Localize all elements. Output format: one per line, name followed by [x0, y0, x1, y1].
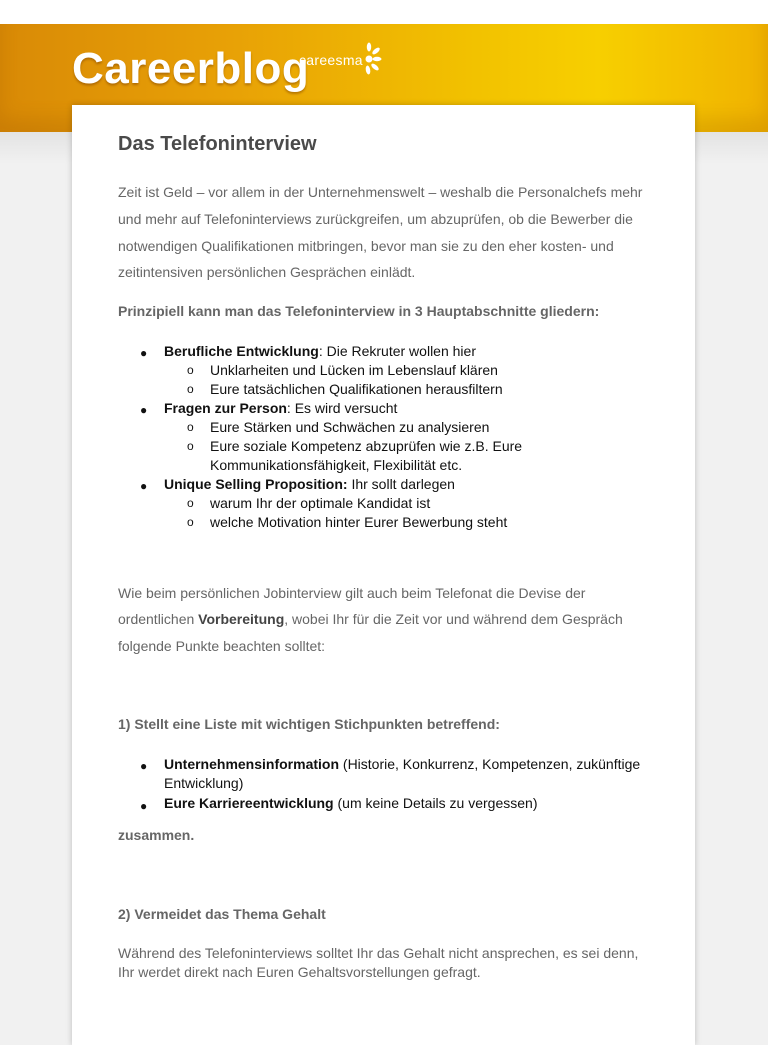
- sub-bullet-icon: o: [187, 382, 194, 396]
- list-item: [164, 476, 455, 492]
- point-1-closing: zusammen.: [118, 827, 195, 843]
- principle-heading: Prinzipiell kann man das Telefoninterview in 3 Hauptabschnitte gliedern:: [118, 303, 600, 319]
- list-item-text: : Es wird versucht: [286, 400, 398, 416]
- careesma-flower-icon: [356, 42, 382, 76]
- list-item-label: Berufliche Entwicklung: [164, 343, 319, 359]
- document-page: [72, 105, 695, 1045]
- list-item: [164, 795, 538, 811]
- point-2-line: Während des Telefoninterviews solltet Ihr das Gehalt nicht ansprechen, es sei denn,: [118, 945, 639, 961]
- sub-list-item: Eure Stärken und Schwächen zu analysieren: [210, 419, 490, 435]
- sub-list-item: welche Motivation hinter Eurer Bewerbung steht: [210, 514, 508, 530]
- intro-line: zeitintensiven persönlichen Gesprächen einlädt.: [118, 264, 416, 280]
- list-item-text: : Die Rekruter wollen hier: [318, 343, 476, 359]
- brand-logo[interactable]: Careerblog: [72, 44, 310, 93]
- prep-line: folgende Punkte beachten solltet:: [118, 638, 326, 654]
- sub-bullet-icon: o: [187, 496, 194, 510]
- point-2-line: Ihr werdet direkt nach Euren Gehaltsvorstellungen gefragt.: [118, 964, 481, 980]
- prep-line: [118, 611, 623, 627]
- list-item-text: Ihr sollt darlegen: [347, 476, 455, 492]
- list-item-continued: Entwicklung): [164, 775, 244, 791]
- sub-bullet-icon: o: [187, 515, 194, 529]
- list-item-label: Fragen zur Person: [164, 400, 287, 416]
- intro-line: notwendigen Qualifikationen mitbringen, bevor man sie zu den eher kosten- und: [118, 238, 614, 254]
- sub-bullet-icon: o: [187, 363, 194, 377]
- sub-bullet-icon: o: [187, 420, 194, 434]
- page-title: Das Telefoninterview: [118, 133, 317, 155]
- prep-text: ordentlichen: [118, 611, 199, 627]
- list-item-text: (um keine Details zu vergessen): [333, 795, 538, 811]
- sub-list-item: warum Ihr der optimale Kandidat ist: [210, 495, 431, 511]
- bullet-icon: ●: [140, 759, 148, 773]
- prep-emphasis: Vorbereitung: [198, 611, 285, 627]
- list-item-text: (Historie, Konkurrenz, Kompetenzen, zukünftige: [339, 756, 641, 772]
- intro-line: und mehr auf Telefoninterviews zurückgreifen, um abzuprüfen, ob die Bewerber die: [118, 211, 633, 227]
- list-item: [164, 343, 476, 359]
- point-1-heading: 1) Stellt eine Liste mit wichtigen Stichpunkten betreffend:: [118, 716, 500, 732]
- point-2-heading: 2) Vermeidet das Thema Gehalt: [118, 906, 326, 922]
- sub-brand-label: careesma: [299, 52, 363, 68]
- top-strip: [0, 0, 768, 24]
- sub-list-item: Unklarheiten und Lücken im Lebenslauf klären: [210, 362, 498, 378]
- sub-list-item-continued: Kommunikationsfähigkeit, Flexibilität etc.: [210, 457, 463, 473]
- sub-list-item: Eure soziale Kompetenz abzuprüfen wie z.B. Eure: [210, 438, 523, 454]
- list-item-label: Unternehmensinformation: [164, 756, 340, 772]
- bullet-icon: ●: [140, 403, 148, 417]
- bullet-icon: ●: [140, 479, 148, 493]
- sub-list-item: Eure tatsächlichen Qualifikationen herausfiltern: [210, 381, 503, 397]
- sub-bullet-icon: o: [187, 439, 194, 453]
- list-item: [164, 400, 397, 416]
- prep-text: , wobei Ihr für die Zeit vor und während dem Gespräch: [284, 611, 623, 627]
- bullet-icon: ●: [140, 346, 148, 360]
- prep-line: Wie beim persönlichen Jobinterview gilt auch beim Telefonat die Devise der: [118, 585, 586, 601]
- intro-line: Zeit ist Geld – vor allem in der Unternehmenswelt – weshalb die Personalchefs mehr: [118, 184, 643, 200]
- bullet-icon: ●: [140, 799, 148, 813]
- list-item: [164, 756, 640, 772]
- list-item-label: Unique Selling Proposition:: [164, 476, 348, 492]
- list-item-label: Eure Karriereentwicklung: [164, 795, 334, 811]
